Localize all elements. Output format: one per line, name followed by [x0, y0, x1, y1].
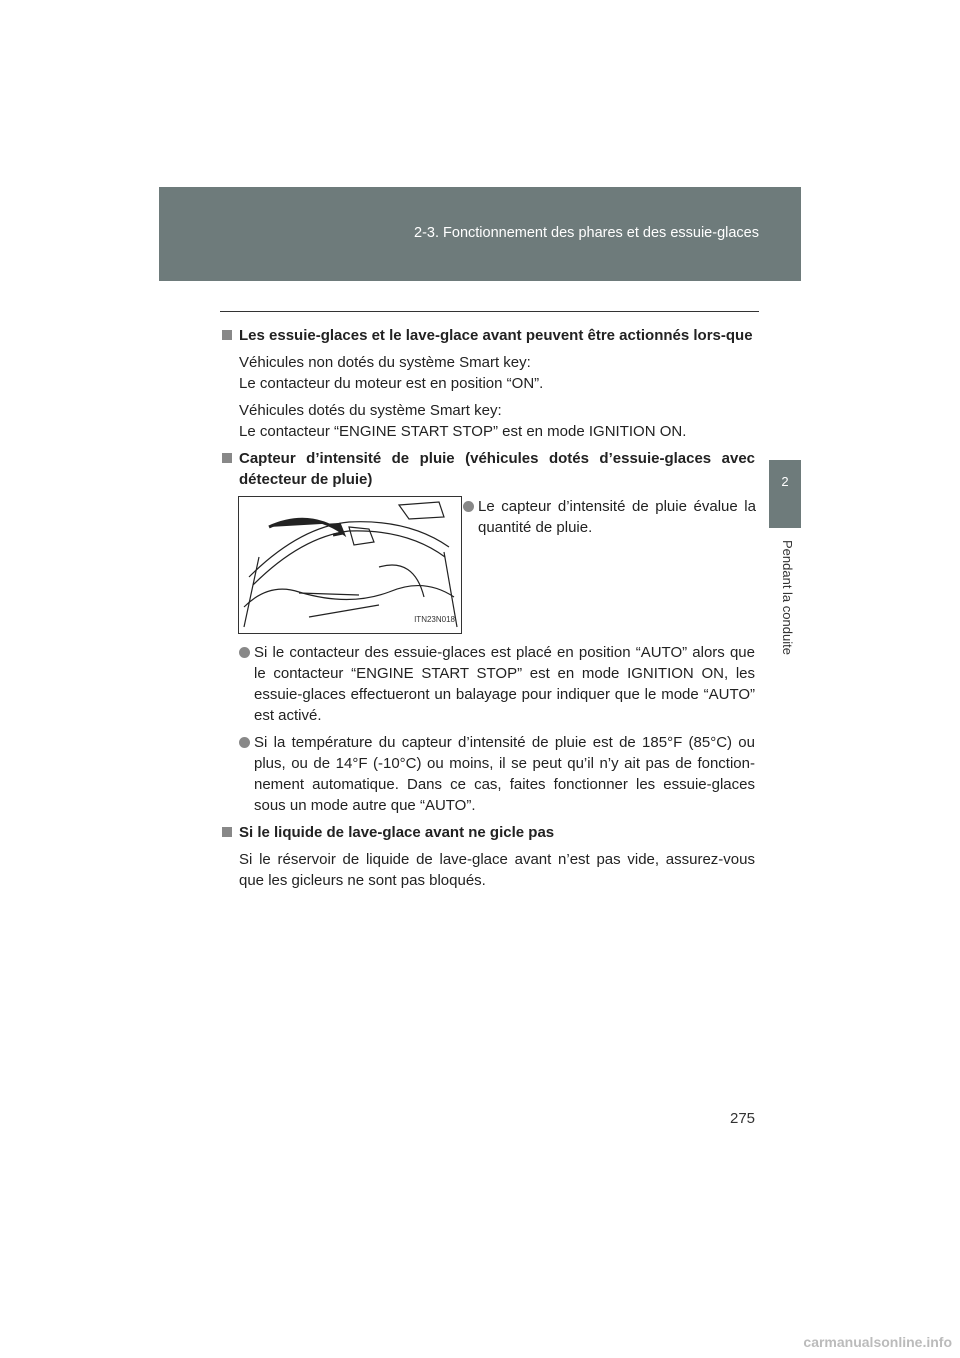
square-bullet-icon — [222, 827, 232, 837]
bullet-text: Si le contacteur des essuie-glaces est placé en position “AUTO” alors que le contacteur “ENGINE START STOP” est en mode IGNITION ON, les essuie-glaces effectueront un balayage pour indiquer que le mode “AUTO” est activé. — [254, 644, 755, 724]
heading-rain-sensor — [222, 448, 755, 490]
figure-caption: ITN23N018 — [414, 615, 455, 624]
square-bullet-icon — [222, 330, 232, 340]
paragraph — [222, 400, 755, 442]
heading-wipers-operable — [222, 325, 755, 346]
watermark: carmanualsonline.info — [803, 1334, 952, 1350]
paragraph — [222, 849, 755, 891]
chapter-label: Pendant la conduite — [780, 540, 795, 655]
round-bullet-icon — [463, 501, 474, 512]
heading-washer-no-spray — [222, 822, 755, 843]
header-title: 2-3. Fonctionnement des phares et des essuie-glaces — [414, 225, 759, 241]
chapter-number: 2 — [781, 474, 789, 489]
square-bullet-icon — [222, 453, 232, 463]
figure-row — [222, 496, 755, 636]
bullet-item — [222, 642, 755, 726]
bullet-text: Si la température du capteur d’intensité de pluie est de 185°F (85°C) ou plus, ou de 14°F (-10°C) ou moins, il se peut qu’il n’y ait pas de fonction-nement automatique. Dans ce cas, faites fonctionner les essuie-glaces sous un mode autre que “AUTO”. — [254, 734, 755, 814]
round-bullet-icon — [239, 737, 250, 748]
text-line: Le contacteur du moteur est en position “ON”. — [239, 375, 544, 392]
bullet-text: Le capteur d’intensité de pluie évalue la quantité de pluie. — [478, 498, 756, 536]
heading-text: Capteur d’intensité de pluie (véhicules dotés d’essuie-glaces avec détecteur de pluie) — [239, 450, 755, 488]
text-line: Véhicules non dotés du système Smart key: — [239, 354, 531, 371]
chapter-tab — [769, 460, 801, 528]
section-header — [159, 187, 801, 281]
figure-side-bullet — [446, 496, 756, 538]
heading-text: Les essuie-glaces et le lave-glace avant peuvent être actionnés lors-que — [239, 327, 753, 344]
text-line: Le contacteur “ENGINE START STOP” est en mode IGNITION ON. — [239, 423, 687, 440]
divider — [220, 311, 759, 312]
paragraph — [222, 352, 755, 394]
heading-text: Si le liquide de lave-glace avant ne gicle pas — [239, 824, 555, 841]
rain-sensor-illustration — [238, 496, 462, 634]
bullet-item — [222, 732, 755, 816]
bullet-item — [446, 496, 756, 538]
round-bullet-icon — [239, 647, 250, 658]
page-number: 275 — [730, 1110, 756, 1127]
text-line: Si le réservoir de liquide de lave-glace avant n’est pas vide, assurez-vous que les gicleurs ne sont pas bloqués. — [239, 851, 755, 889]
text-line: Véhicules dotés du système Smart key: — [239, 402, 502, 419]
main-content — [222, 325, 755, 891]
